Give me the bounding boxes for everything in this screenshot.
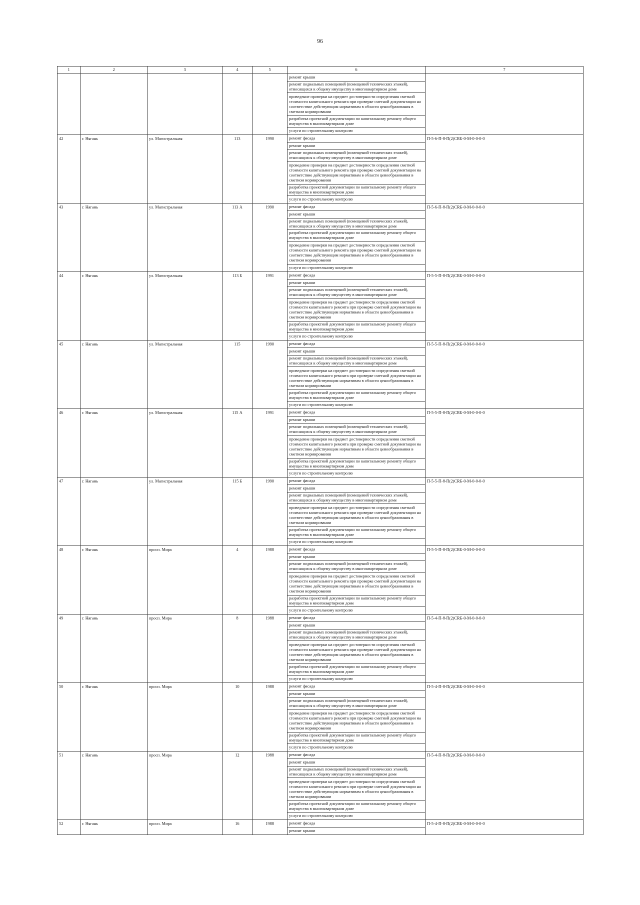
cell-work-type: проведение проверки на предмет достоверности определения сметной стоимости капитального ремонта при проверке сметной документации на соответствие действующим нормативам в области ценообразования в сметном нормировании — [287, 572, 425, 595]
cell-city: г. Нягань — [80, 135, 147, 204]
cell-work-type: ремонт подвальных помещений (помещений технических этажей), относящихся к общему имуществу в многоквартирном доме — [287, 698, 425, 710]
cell-work-type: услуги по строительному контролю — [287, 607, 425, 615]
cell-work-type: ремонт подвальных помещений (помещений технических этажей), относящихся к общему имуществу в многоквартирном доме — [287, 355, 425, 367]
cell-city: г. Нягань — [80, 477, 147, 546]
cell-work-type: разработка проектной документации по капитальному ремонту общего имущества в многоквартирном доме — [287, 458, 425, 470]
cell-work-type: ремонт фасада — [287, 820, 425, 828]
cell-code: П-5-4-П-8-П(2)СRБ-0-М-0-0-0-0 — [425, 614, 583, 683]
cell-work-type: ремонт фасада — [287, 683, 425, 691]
header-row — [57, 66, 583, 74]
cell-street: просп. Мира — [147, 683, 222, 752]
cell-work-type: ремонт крыши — [287, 142, 425, 150]
cell-work-type: ремонт фасада — [287, 409, 425, 417]
cell-city: г. Нягань — [80, 820, 147, 835]
cell-work-type: услуги по строительному контролю — [287, 127, 425, 135]
header-cell-5: 5 — [252, 66, 287, 74]
table-body — [57, 74, 583, 835]
cell-work-type: услуги по строительному контролю — [287, 538, 425, 546]
cell-code: П-5-4-П-8-П(2)СRБ-0-М-0-0-0-0 — [425, 820, 583, 835]
cell-house: 8 — [222, 614, 252, 683]
cell-work-type: разработка проектной документации по капитальному ремонту общего имущества в многоквартирном доме — [287, 527, 425, 539]
cell-code: П-5-5-П-8-П(2)СRБ-0-М-0-0-0-0 — [425, 272, 583, 341]
cell-work-type: ремонт фасада — [287, 477, 425, 485]
cell-house: 113 Б — [222, 272, 252, 341]
cell-work-type: ремонт крыши — [287, 279, 425, 287]
cell-code: П-5-5-П-8-П(2)СRБ-0-М-0-0-0-0 — [425, 340, 583, 409]
cell-year: 1988 — [252, 683, 287, 752]
cell-work-type: ремонт крыши — [287, 690, 425, 698]
cell-work-type: проведение проверки на предмет достоверности определения сметной стоимости капитального ремонта при проверке сметной документации на соответствие действующим нормативам в области ценообразования в сметном нормировании — [287, 367, 425, 390]
cell-work-type: ремонт подвальных помещений (помещений технических этажей), относящихся к общему имуществу в многоквартирном доме — [287, 424, 425, 436]
cell-city: г. Нягань — [80, 614, 147, 683]
cell-number: 46 — [57, 409, 80, 478]
cell-number: 47 — [57, 477, 80, 546]
header-cell-6: 6 — [287, 66, 425, 74]
cell-work-type: ремонт подвальных помещений (помещений технических этажей), относящихся к общему имуществу в многоквартирном доме — [287, 766, 425, 778]
cell-street: ул. Магистральная — [147, 340, 222, 409]
table-row — [57, 820, 583, 828]
cell-year: 1991 — [252, 272, 287, 341]
cell-number: 48 — [57, 546, 80, 615]
cell-work-type: ремонт фасада — [287, 751, 425, 759]
cell-work-type: проведение проверки на предмет достоверности определения сметной стоимости капитального ремонта при проверке сметной документации на соответствие действующим нормативам в области ценообразования в сметном нормировании — [287, 709, 425, 732]
cell-work-type: услуги по строительному контролю — [287, 744, 425, 752]
table-row — [57, 683, 583, 691]
cell-city: г. Нягань — [80, 683, 147, 752]
cell-number: 52 — [57, 820, 80, 835]
cell-code — [425, 74, 583, 135]
table-row — [57, 614, 583, 622]
cell-house: 4 — [222, 546, 252, 615]
table-row — [57, 409, 583, 417]
cell-work-type: ремонт подвальных помещений (помещений технических этажей), относящихся к общему имуществу в многоквартирном доме — [287, 81, 425, 93]
table-row — [57, 272, 583, 280]
cell-work-type: ремонт крыши — [287, 827, 425, 835]
cell-year: 1988 — [252, 820, 287, 835]
header-cell-1: 1 — [57, 66, 80, 74]
cell-code: П-5-5-П-8-П(2)СRБ-0-М-0-0-0-0 — [425, 546, 583, 615]
cell-street: просп. Мира — [147, 751, 222, 820]
cell-work-type: ремонт подвальных помещений (помещений технических этажей), относящихся к общему имуществу в многоквартирном доме — [287, 629, 425, 641]
cell-street: просп. Мира — [147, 820, 222, 835]
cell-year: 1990 — [252, 135, 287, 204]
table-wrapper — [57, 66, 583, 835]
cell-work-type: проведение проверки на предмет достоверности определения сметной стоимости капитального ремонта при проверке сметной документации на соответствие действующим нормативам в области ценообразования в сметном нормировании — [287, 504, 425, 527]
cell-work-type: разработка проектной документации по капитальному ремонту общего имущества в многоквартирном доме — [287, 664, 425, 676]
cell-work-type: проведение проверки на предмет достоверности определения сметной стоимости капитального ремонта при проверке сметной документации на соответствие действующим нормативам в области ценообразования в сметном нормировании — [287, 298, 425, 321]
cell-year: 1990 — [252, 203, 287, 272]
cell-work-type: разработка проектной документации по капитальному ремонту общего имущества в многоквартирном доме — [287, 390, 425, 402]
cell-year: 1990 — [252, 340, 287, 409]
cell-work-type: ремонт фасада — [287, 340, 425, 348]
cell-work-type: ремонт крыши — [287, 416, 425, 424]
cell-city: г. Нягань — [80, 409, 147, 478]
cell-work-type: разработка проектной документации по капитальному ремонту общего имущества в многоквартирном доме — [287, 595, 425, 607]
cell-work-type: разработка проектной документации по капитальному ремонту общего имущества в многоквартирном доме — [287, 732, 425, 744]
cell-house: 113 А — [222, 203, 252, 272]
cell-work-type: услуги по строительному контролю — [287, 401, 425, 409]
cell-work-type: разработка проектной документации по капитальному ремонту общего имущества в многоквартирном доме — [287, 230, 425, 242]
table-row — [57, 74, 583, 82]
cell-house — [222, 74, 252, 135]
cell-year — [252, 74, 287, 135]
cell-house: 115 Б — [222, 477, 252, 546]
cell-work-type: разработка проектной документации по капитальному ремонту общего имущества в многоквартирном доме — [287, 116, 425, 128]
cell-work-type: ремонт крыши — [287, 759, 425, 767]
cell-house: 115 — [222, 340, 252, 409]
cell-number: 50 — [57, 683, 80, 752]
cell-work-type: ремонт подвальных помещений (помещений технических этажей), относящихся к общему имуществу в многоквартирном доме — [287, 218, 425, 230]
cell-work-type: ремонт крыши — [287, 485, 425, 493]
cell-work-type: разработка проектной документации по капитальному ремонту общего имущества в многоквартирном доме — [287, 801, 425, 813]
cell-house: 113 — [222, 135, 252, 204]
cell-work-type: ремонт фасада — [287, 614, 425, 622]
cell-work-type: ремонт подвальных помещений (помещений технических этажей), относящихся к общему имуществу в многоквартирном доме — [287, 287, 425, 299]
cell-year: 1988 — [252, 614, 287, 683]
cell-work-type: проведение проверки на предмет достоверности определения сметной стоимости капитального ремонта при проверке сметной документации на соответствие действующим нормативам в области ценообразования в сметном нормировании — [287, 161, 425, 184]
cell-year: 1990 — [252, 477, 287, 546]
cell-work-type: услуги по строительному контролю — [287, 333, 425, 341]
cell-number: 44 — [57, 272, 80, 341]
cell-work-type: ремонт крыши — [287, 553, 425, 561]
table-header — [57, 66, 583, 74]
cell-number: 51 — [57, 751, 80, 820]
cell-street: ул. Магистральная — [147, 135, 222, 204]
cell-street: ул. Магистральная — [147, 203, 222, 272]
cell-work-type: услуги по строительному контролю — [287, 470, 425, 478]
cell-house: 16 — [222, 820, 252, 835]
header-cell-7: 7 — [425, 66, 583, 74]
cell-year: 1991 — [252, 409, 287, 478]
page-number: 96 — [317, 39, 323, 45]
table-row — [57, 477, 583, 485]
cell-work-type: разработка проектной документации по капитальному ремонту общего имущества в многоквартирном доме — [287, 184, 425, 196]
cell-work-type: проведение проверки на предмет достоверности определения сметной стоимости капитального ремонта при проверке сметной документации на соответствие действующим нормативам в области ценообразования в сметном нормировании — [287, 641, 425, 664]
cell-street: ул. Магистральная — [147, 272, 222, 341]
cell-city: г. Нягань — [80, 272, 147, 341]
cell-city: г. Нягань — [80, 340, 147, 409]
cell-house: 115 А — [222, 409, 252, 478]
table-row — [57, 203, 583, 211]
cell-code: П-5-4-П-8-П(2)СRБ-0-М-0-0-0-0 — [425, 751, 583, 820]
cell-work-type: ремонт фасада — [287, 272, 425, 280]
header-cell-4: 4 — [222, 66, 252, 74]
cell-work-type: ремонт подвальных помещений (помещений технических этажей), относящихся к общему имуществу в многоквартирном доме — [287, 561, 425, 573]
cell-work-type: услуги по строительному контролю — [287, 812, 425, 820]
cell-number — [57, 74, 80, 135]
table-row — [57, 135, 583, 143]
cell-house: 10 — [222, 683, 252, 752]
table-row — [57, 751, 583, 759]
cell-street: просп. Мира — [147, 614, 222, 683]
cell-work-type: услуги по строительному контролю — [287, 264, 425, 272]
cell-work-type: ремонт подвальных помещений (помещений технических этажей), относящихся к общему имуществу в многоквартирном доме — [287, 150, 425, 162]
header-cell-2: 2 — [80, 66, 147, 74]
cell-work-type: ремонт фасада — [287, 135, 425, 143]
cell-work-type: ремонт крыши — [287, 348, 425, 356]
cell-house: 12 — [222, 751, 252, 820]
cell-work-type: ремонт крыши — [287, 622, 425, 630]
cell-street — [147, 74, 222, 135]
table-row — [57, 546, 583, 554]
cell-work-type: проведение проверки на предмет достоверности определения сметной стоимости капитального ремонта при проверке сметной документации на соответствие действующим нормативам в области ценообразования в сметном нормировании — [287, 778, 425, 801]
cell-number: 42 — [57, 135, 80, 204]
cell-code: П-5-6-П-8-П(2)СRБ-0-М-0-0-0-0 — [425, 203, 583, 272]
cell-work-type: услуги по строительному контролю — [287, 675, 425, 683]
cell-year: 1988 — [252, 751, 287, 820]
capital-repair-table — [57, 66, 584, 835]
cell-work-type: ремонт крыши — [287, 74, 425, 82]
cell-number: 45 — [57, 340, 80, 409]
cell-work-type: ремонт фасада — [287, 203, 425, 211]
cell-work-type: услуги по строительному контролю — [287, 196, 425, 204]
cell-street: просп. Мира — [147, 546, 222, 615]
cell-city: г. Нягань — [80, 203, 147, 272]
cell-code: П-5-5-П-8-П(2)СRБ-0-М-0-0-0-0 — [425, 477, 583, 546]
cell-city: г. Нягань — [80, 546, 147, 615]
cell-year: 1988 — [252, 546, 287, 615]
cell-work-type: проведение проверки на предмет достоверности определения сметной стоимости капитального ремонта при проверке сметной документации на соответствие действующим нормативам в области ценообразования в сметном нормировании — [287, 435, 425, 458]
table-row — [57, 340, 583, 348]
cell-work-type: ремонт фасада — [287, 546, 425, 554]
cell-work-type: ремонт подвальных помещений (помещений технических этажей), относящихся к общему имуществу в многоквартирном доме — [287, 492, 425, 504]
cell-code: П-5-6-П-8-П(2)СRБ-0-М-0-0-0-0 — [425, 135, 583, 204]
cell-city — [80, 74, 147, 135]
cell-work-type: проведение проверки на предмет достоверности определения сметной стоимости капитального ремонта при проверке сметной документации на соответствие действующим нормативам в области ценообразования в сметном нормировании — [287, 93, 425, 116]
cell-code: П-5-5-П-8-П(2)СRБ-0-М-0-0-0-0 — [425, 409, 583, 478]
cell-street: ул. Магистральная — [147, 409, 222, 478]
cell-work-type: проведение проверки на предмет достоверности определения сметной стоимости капитального ремонта при проверке сметной документации на соответствие действующим нормативам в области ценообразования в сметном нормировании — [287, 241, 425, 264]
cell-number: 49 — [57, 614, 80, 683]
cell-number: 43 — [57, 203, 80, 272]
cell-city: г. Нягань — [80, 751, 147, 820]
header-cell-3: 3 — [147, 66, 222, 74]
cell-code: П-5-4-П-8-П(2)СRБ-0-М-0-0-0-0 — [425, 683, 583, 752]
cell-work-type: ремонт крыши — [287, 211, 425, 219]
cell-street: ул. Магистральная — [147, 477, 222, 546]
cell-work-type: разработка проектной документации по капитальному ремонту общего имущества в многоквартирном доме — [287, 321, 425, 333]
